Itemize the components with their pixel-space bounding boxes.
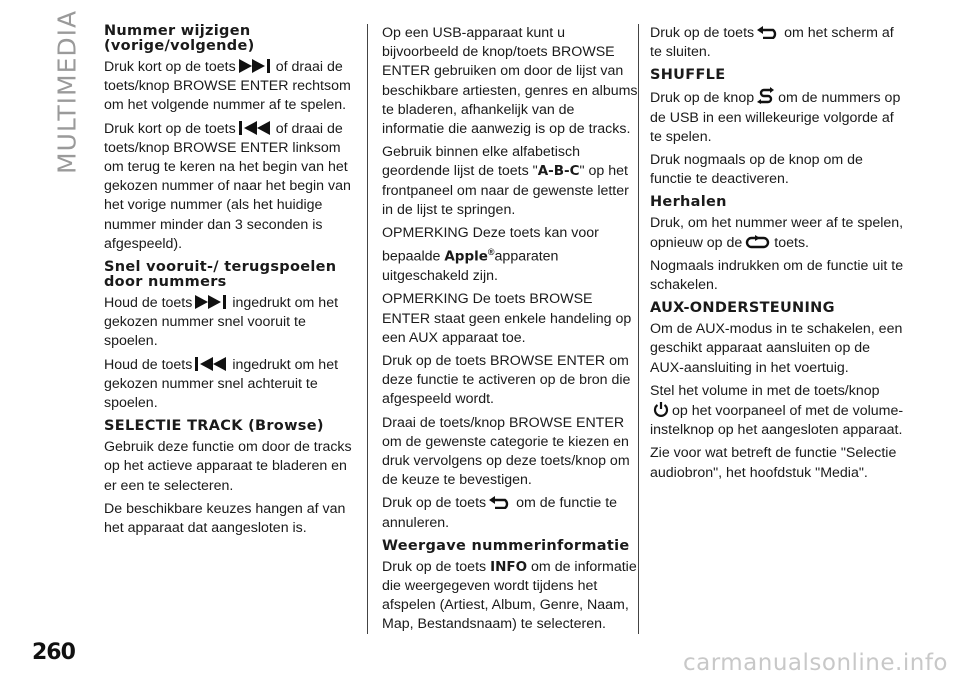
paragraph: Houd de toets ingedrukt om het gekozen nummer snel vooruit te spoelen. [104, 295, 339, 350]
paragraph: Houd de toets ingedrukt om het gekozen nummer snel achteruit te spoelen. [104, 356, 339, 412]
column-1 [104, 24, 360, 542]
heading-track-select: SELECTIE TRACK (Browse) [104, 418, 324, 435]
chapter-side-label: MULTIMEDIA [52, 9, 82, 174]
paragraph: Stel het volume in met de toets/knop op het voorpaneel of met de volume-instelknop op het aangesloten apparaat. [650, 382, 904, 439]
previous-track-icon [195, 357, 229, 371]
paragraph: OPMERKING Deze toets kan voor bepaalde Apple®apparaten uitgeschakeld zijn. [382, 225, 599, 285]
paragraph: Druk nogmaals op de knop om de functie te deactiveren. [650, 152, 863, 188]
column-2 [382, 24, 638, 639]
back-arrow-icon [757, 26, 781, 39]
paragraph: OPMERKING De toets BROWSE ENTER staat geen enkele handeling op een AUX apparaat toe. [382, 291, 632, 346]
info-key-label: INFO [490, 558, 528, 575]
paragraph: Druk op de toets INFO om de informatie die weergegeven wordt tijdens het afspelen (Artiest, Album, Genre, Naam, Map, Bestandsnaam) te selecteren. [382, 558, 637, 633]
paragraph: Op een USB-apparaat kunt u bijvoorbeeld de knop/toets BROWSE ENTER gebruiken om door de lijst van beschikbare artiesten, genres en albums te bladeren, afhankelijk van de informatie die aanwezig is op de tracks. [382, 25, 638, 138]
paragraph: Druk kort op de toets of draai de toets/knop BROWSE ENTER rechtsom om het volgende nummer af te spelen. [104, 59, 351, 114]
paragraph: Gebruik deze functie om door de tracks op het actieve apparaat te bladeren en er een te selecteren. [104, 439, 352, 494]
heading-shuffle: SHUFFLE [650, 67, 726, 84]
paragraph: Druk op de toets om het scherm af te sluiten. [650, 25, 894, 61]
repeat-icon [745, 235, 771, 249]
next-track-icon [195, 295, 229, 309]
shuffle-icon [757, 87, 775, 104]
paragraph: Gebruik binnen elke alfabetisch geordende lijst de toets "A-B-C" op het frontpaneel om naar de gewenste letter in de lijst te springen. [382, 144, 629, 218]
heading-aux: AUX-ONDERSTEUNING [650, 300, 835, 317]
next-track-icon [239, 59, 273, 73]
paragraph: De beschikbare keuzes hangen af van het apparaat dat aangesloten is. [104, 500, 346, 537]
page-number: 260 [32, 640, 75, 665]
apple-brand-label: Apple [444, 248, 488, 265]
paragraph: Nogmaals indrukken om de functie uit te schakelen. [650, 257, 904, 294]
paragraph: Druk, om het nummer weer af te spelen, opnieuw op de toets. [650, 215, 904, 251]
power-volume-icon [653, 401, 669, 417]
heading-track-change: Nummer wijzigen (vorige/volgende) [104, 23, 255, 54]
column-3 [650, 24, 906, 487]
abc-key-label: A-B-C [537, 163, 580, 180]
paragraph: Zie voor wat betreft de functie "Selectie audiobron", het hoofdstuk "Media". [650, 445, 897, 481]
back-arrow-icon [489, 496, 513, 509]
paragraph: Druk op de knop om de nummers op de USB in een willekeurige volgorde af te spelen. [650, 87, 906, 147]
heading-fast-forward: Snel vooruit-/ terugspoelen door nummers [104, 259, 337, 291]
paragraph: Druk kort op de toets of draai de toets/knop BROWSE ENTER linksom om terug te keren na het begin van het gekozen nummer of naar het begin van het vorige nummer (als het huidige nummer minder dan 3 seconden is afgespeeld). [104, 120, 351, 252]
watermark: carmanualsonline.info [682, 650, 948, 676]
heading-track-info: Weergave nummerinformatie [382, 537, 630, 554]
heading-repeat: Herhalen [650, 194, 727, 211]
paragraph: Druk op de toets BROWSE ENTER om deze functie te activeren op de bron die afgespeeld wordt. [382, 352, 631, 408]
paragraph: Draai de toets/knop BROWSE ENTER om de gewenste categorie te kiezen en druk vervolgens op deze toets/knop om de keuze te bevestigen. [382, 414, 630, 489]
column-divider [638, 24, 639, 634]
paragraph: Druk op de toets om de functie te annuleren. [382, 495, 618, 531]
previous-track-icon [239, 121, 273, 135]
column-divider [367, 24, 368, 634]
paragraph: Om de AUX-modus in te schakelen, een geschikt apparaat aansluiten op de AUX-aansluiting in het voertuig. [650, 321, 903, 376]
